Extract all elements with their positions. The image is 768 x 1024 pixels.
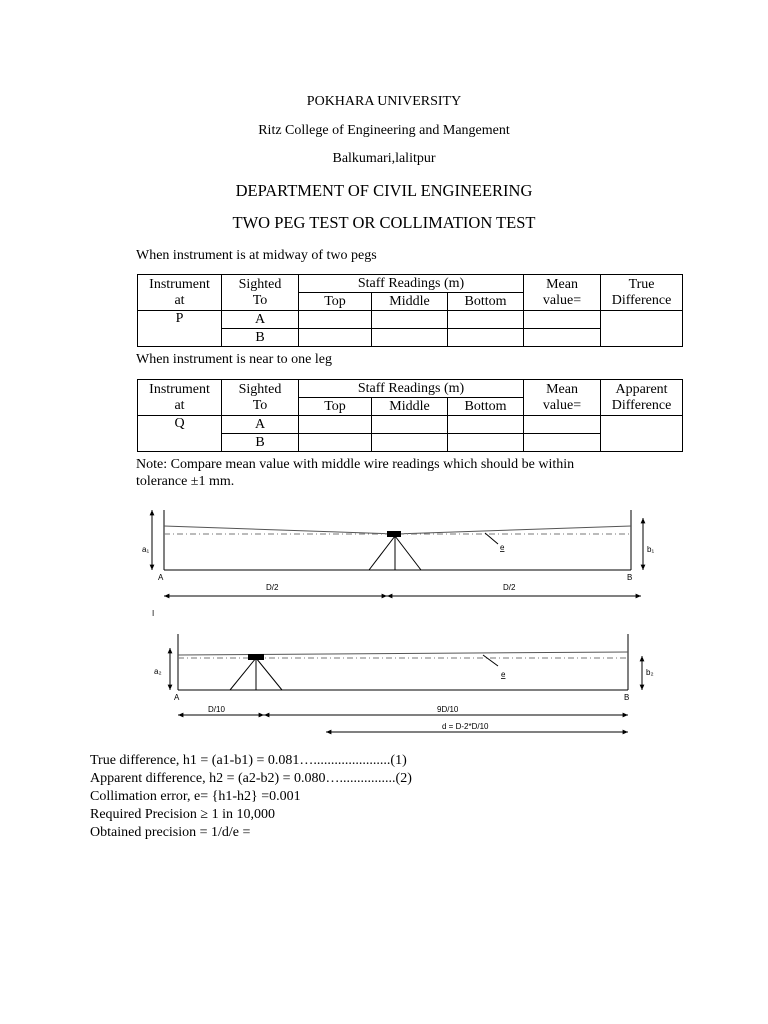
header-apparent-difference: Apparent Difference — [601, 380, 683, 416]
cell-instrument-p: P — [138, 311, 222, 347]
level-instrument-bottom — [248, 654, 264, 660]
cell-empty — [299, 416, 372, 434]
cell-empty — [448, 416, 524, 434]
table-midway — [137, 274, 683, 347]
header-sighted: Sighted To — [222, 380, 299, 416]
cell-empty — [299, 311, 372, 329]
label-d-formula: d = D-2*D/10 — [442, 722, 489, 731]
department-title: DEPARTMENT OF CIVIL ENGINEERING — [235, 181, 533, 200]
cell-empty — [524, 311, 601, 329]
sight-line-bottom — [178, 652, 628, 655]
two-peg-diagram — [140, 500, 660, 740]
calc-obtained-precision: Obtained precision = 1/d/e = — [90, 825, 251, 840]
tripod-leg-left — [230, 658, 256, 690]
label-b2: b₂ — [646, 668, 654, 677]
label-e-bottom: e — [501, 670, 506, 679]
cell-empty — [299, 434, 372, 452]
cell-empty — [372, 311, 448, 329]
cell-empty — [448, 311, 524, 329]
label-a2: a₂ — [154, 667, 162, 676]
header-mean: Mean value= — [524, 275, 601, 311]
label-9d10: 9D/10 — [437, 705, 459, 714]
subheader-bottom: Bottom — [448, 398, 524, 416]
tripod-leg-right — [256, 658, 282, 690]
calc-apparent-difference: Apparent difference, h2 = (a2-b2) = 0.080…................(2) — [90, 771, 412, 786]
calc-true-difference: True difference, h1 = (a1-b1) = 0.081…......................(1) — [90, 753, 407, 768]
error-pointer-bottom — [483, 655, 498, 666]
test-title: TWO PEG TEST OR COLLIMATION TEST — [232, 213, 536, 232]
cell-sighted-b: B — [222, 434, 299, 452]
calculations — [90, 752, 412, 842]
table1-caption: When instrument is at midway of two pegs — [136, 248, 377, 263]
cell-empty — [448, 434, 524, 452]
label-b-bottom: B — [624, 693, 630, 702]
subheader-bottom: Bottom — [448, 293, 524, 311]
cell-empty — [524, 329, 601, 347]
cell-empty — [524, 416, 601, 434]
label-b1: b₁ — [647, 545, 655, 554]
table-near-leg — [137, 379, 683, 452]
cell-empty — [299, 329, 372, 347]
cell-empty — [372, 329, 448, 347]
header-sighted: Sighted To — [222, 275, 299, 311]
tripod-leg-left — [369, 536, 395, 570]
sight-line-b1 — [395, 526, 631, 534]
label-d2-right: D/2 — [503, 583, 516, 592]
tripod-leg-right — [395, 536, 421, 570]
label-d10: D/10 — [208, 705, 225, 714]
cell-empty — [372, 434, 448, 452]
cell-sighted-b: B — [222, 329, 299, 347]
subheader-top: Top — [299, 293, 372, 311]
header-instrument: Instrument at — [138, 380, 222, 416]
error-pointer-top — [485, 533, 498, 544]
label-separator: I — [152, 609, 155, 618]
college-location: Balkumari,lalitpur — [332, 151, 436, 166]
label-a-top: A — [158, 573, 164, 582]
header-staff-readings: Staff Readings (m) — [299, 275, 524, 293]
table2-caption: When instrument is near to one leg — [136, 352, 332, 367]
label-b-top: B — [627, 573, 633, 582]
calc-collimation-error: Collimation error, e= {h1-h2} =0.001 — [90, 789, 301, 804]
subheader-top: Top — [299, 398, 372, 416]
header-true-difference: True Difference — [601, 275, 683, 311]
cell-empty — [372, 416, 448, 434]
note-text: Note: Compare mean value with middle wire readings which should be within tolerance ±1 mm. — [136, 457, 575, 489]
subheader-middle: Middle — [372, 293, 448, 311]
cell-sighted-a: A — [222, 311, 299, 329]
header-staff-readings: Staff Readings (m) — [299, 380, 524, 398]
university-name: POKHARA UNIVERSITY — [306, 94, 462, 109]
label-a1: a₁ — [142, 545, 150, 554]
sight-line-a1 — [164, 526, 395, 534]
calc-required-precision: Required Precision ≥ 1 in 10,000 — [90, 807, 275, 822]
cell-sighted-a: A — [222, 416, 299, 434]
subheader-middle: Middle — [372, 398, 448, 416]
header-mean: Mean value= — [524, 380, 601, 416]
cell-empty — [601, 311, 683, 347]
label-e-top: e — [500, 543, 505, 552]
college-name: Ritz College of Engineering and Mangement — [258, 123, 510, 138]
header-instrument: Instrument at — [138, 275, 222, 311]
cell-instrument-q: Q — [138, 416, 222, 452]
cell-empty — [448, 329, 524, 347]
cell-empty — [524, 434, 601, 452]
label-a-bottom: A — [174, 693, 180, 702]
level-instrument-top — [387, 531, 401, 537]
cell-empty — [601, 416, 683, 452]
label-d2-left: D/2 — [266, 583, 279, 592]
